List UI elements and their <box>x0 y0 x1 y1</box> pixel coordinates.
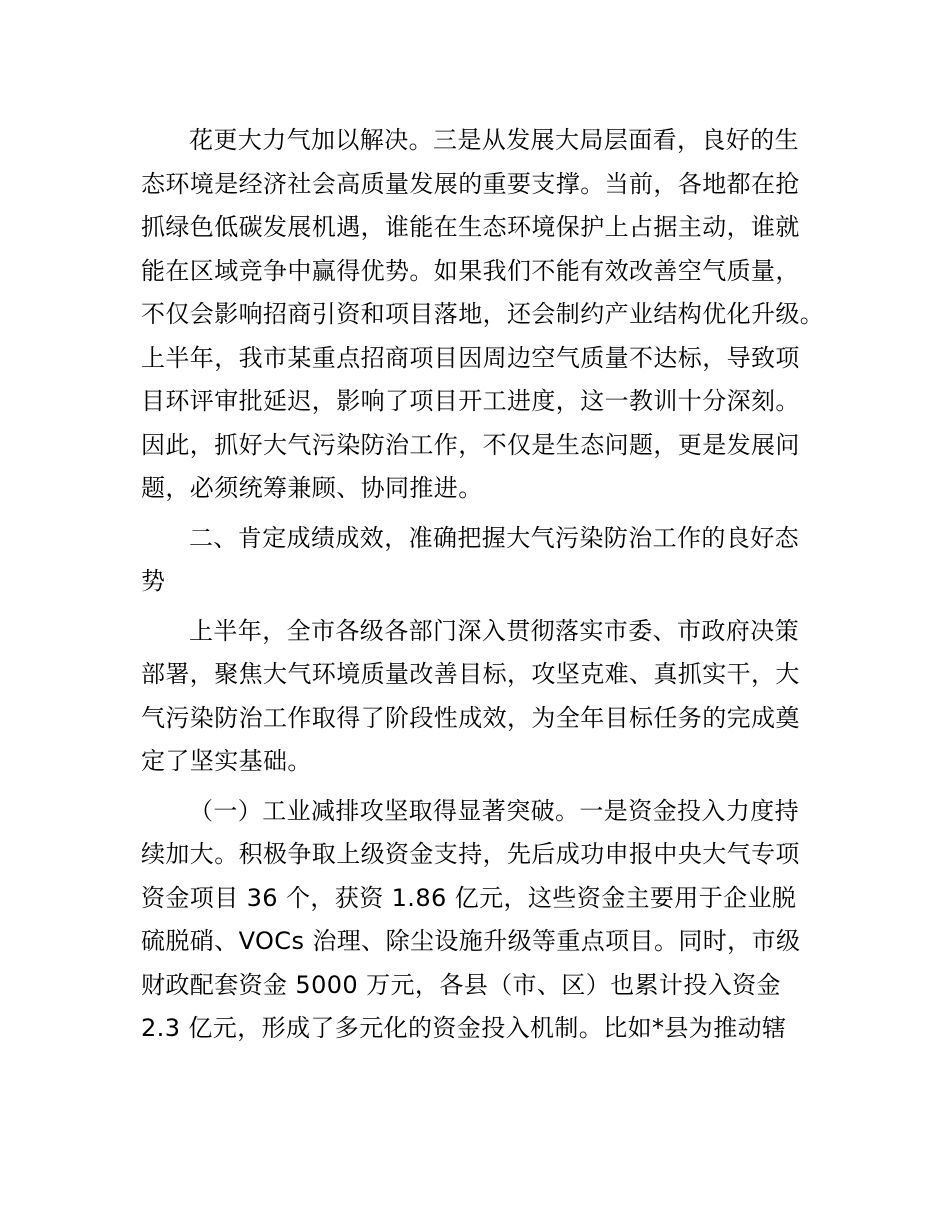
text-line: （一）工业减排攻坚取得显著突破。一是资金投入力度持 <box>189 796 799 825</box>
document-body <box>141 119 825 1051</box>
text-line: 续加大。积极争取上级资金支持，先后成功申报中央大气专项 <box>141 840 800 868</box>
heading-line: 势 <box>141 567 166 595</box>
text-line: 目环评审批延迟，影响了项目开工进度，这一教训十分深刻。 <box>141 387 800 415</box>
section-heading <box>141 517 821 604</box>
text-line: 资金项目 36 个，获资 1.86 亿元，这些资金主要用于企业脱 <box>141 883 797 912</box>
text-line: 硫脱硝、VOCs 治理、除尘设施升级等重点项目。同时，市级 <box>141 927 801 955</box>
text-line: 题，必须统筹兼顾、协同推进。 <box>141 474 483 502</box>
text-line: 不仅会影响招商引资和项目落地，还会制约产业结构优化升级。 <box>141 300 825 328</box>
text-line: 2.3 亿元，形成了多元化的资金投入机制。比如*县为推动辖 <box>141 1014 787 1042</box>
text-line: 抓绿色低碳发展机遇，谁能在生态环境保护上占据主动，谁就 <box>141 213 800 241</box>
text-line: 态环境是经济社会高质量发展的重要支撑。当前，各地都在抢 <box>141 169 800 198</box>
text-line: 能在区域竞争中赢得优势。如果我们不能有效改善空气质量， <box>141 256 800 285</box>
text-line: 气污染防治工作取得了阶段性成效，为全年目标任务的完成奠 <box>141 703 800 732</box>
text-line: 财政配套资金 5000 万元，各县（市、区）也累计投入资金 <box>141 970 781 999</box>
heading-line: 二、肯定成绩成效，准确把握大气污染防治工作的良好态 <box>189 523 799 552</box>
paragraph-industrial <box>141 790 821 1051</box>
text-line: 定了坚实基础。 <box>141 747 312 775</box>
text-line: 花更大力气加以解决。三是从发展大局层面看，良好的生 <box>189 126 799 154</box>
text-line: 上半年，全市各级各部门深入贯彻落实市委、市政府决策 <box>189 616 799 645</box>
text-line: 部署，聚焦大气环境质量改善目标，攻坚克难、真抓实干，大 <box>141 660 800 688</box>
paragraph-intro <box>141 610 821 784</box>
text-line: 因此，抓好大气污染防治工作，不仅是生态问题，更是发展问 <box>141 430 800 459</box>
text-line: 上半年，我市某重点招商项目因周边空气质量不达标，导致项 <box>141 343 800 372</box>
paragraph-continuation <box>141 119 825 511</box>
